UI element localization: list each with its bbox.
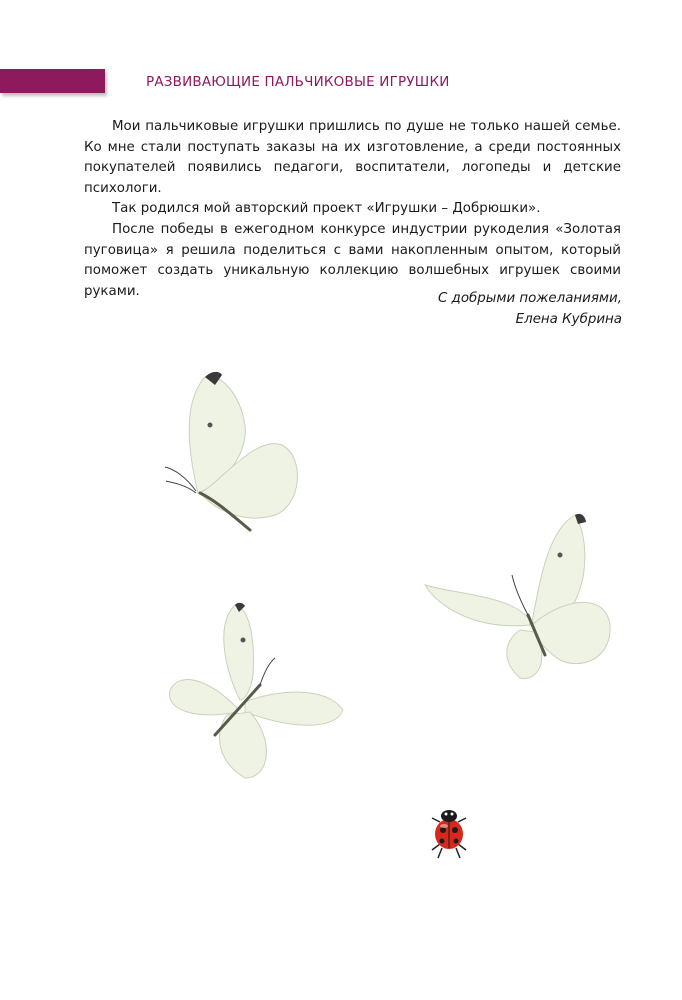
paragraph: Мои пальчиковые игрушки пришлись по душе не только нашей семье. Ко мне стали поступать заказы на их изготовление, а среди постоянных покупателей появились педагоги, воспитатели, логопеды и детские психологи. — [84, 119, 621, 196]
signature — [438, 289, 622, 330]
page-title: РАЗВИВАЮЩИЕ ПАЛЬЧИКОВЫЕ ИГРУШКИ — [146, 74, 450, 90]
body-text — [84, 117, 621, 302]
butterfly-image — [165, 600, 350, 785]
ladybug-image — [420, 800, 480, 865]
butterfly-image — [160, 365, 310, 540]
signature-author: Елена Кубрина — [515, 311, 622, 327]
paragraph: После победы в ежегодном конкурсе индустрии рукоделия «Золотая пуговица» я решила поделиться с вами накопленным опытом, который поможет создать уникальную коллекцию волшебных игрушек своими руками. — [84, 221, 621, 299]
header-accent-bar — [0, 69, 105, 93]
signature-greeting: С добрыми пожеланиями, — [437, 291, 622, 306]
butterfly-image — [420, 510, 615, 685]
paragraph: Так родился мой авторский проект «Игрушки – Добрюшки». — [112, 201, 541, 217]
